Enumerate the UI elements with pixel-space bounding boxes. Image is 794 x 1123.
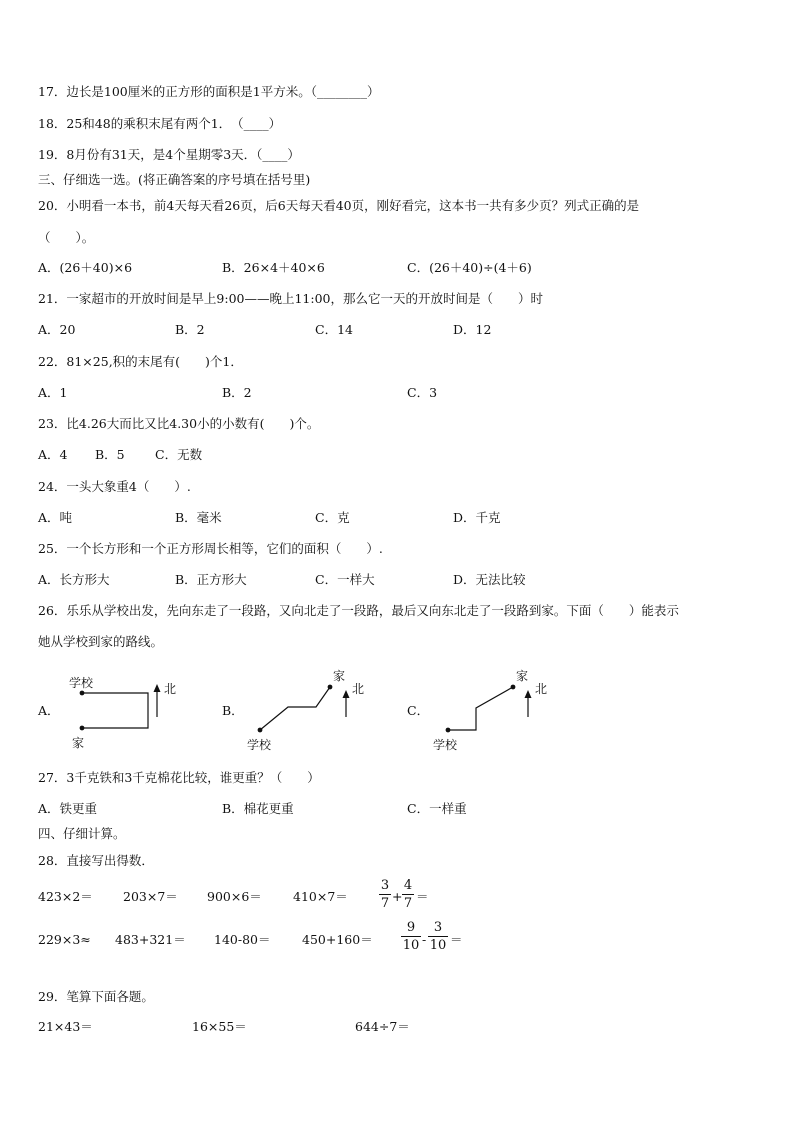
question-27-stem: 27．3千克铁和3千克棉花比较，谁更重？（ ） <box>38 770 320 785</box>
diagram-b-school-label: 学校 <box>247 738 272 752</box>
question-22-stem: 22．81×25,积的末尾有( )个1． <box>38 354 243 369</box>
question-26-option-a: A． <box>38 703 60 718</box>
diagram-c-school-label: 学校 <box>433 738 458 752</box>
question-23-option-b: B．5 <box>95 447 125 462</box>
calc-item: 203×7＝ <box>123 889 178 904</box>
equals-sign: ＝ <box>450 932 463 947</box>
question-19: 19．8月份有31天，是4个星期零3天．（____） <box>38 147 300 162</box>
calc-item: 16×55＝ <box>192 1019 247 1034</box>
question-25-option-a: A．长方形大 <box>38 572 110 587</box>
question-21-option-c: C．14 <box>315 322 353 337</box>
question-22-option-a: A．1 <box>38 385 68 400</box>
diagram-b-home-label: 家 <box>333 669 346 683</box>
calc-item: 644÷7＝ <box>355 1019 410 1034</box>
fraction-4-7: 4 7 <box>403 878 413 911</box>
question-27-option-c: C．一样重 <box>407 801 467 816</box>
question-25-option-b: B．正方形大 <box>175 572 247 587</box>
question-26-stem: 26．乐乐从学校出发，先向东走了一段路，又向北走了一段路，最后又向东北走了一段路到家。下面（ ）能表示 <box>38 603 679 618</box>
question-18: 18．25和48的乘积末尾有两个1． （____） <box>38 116 282 131</box>
section-3-heading: 三、仔细选一选。(将正确答案的序号填在括号里) <box>38 172 311 187</box>
question-27-option-a: A．铁更重 <box>38 801 98 816</box>
question-26-option-c: C． <box>407 703 430 718</box>
diagram-a-school-label: 学校 <box>69 676 94 690</box>
question-25-option-c: C．一样大 <box>315 572 375 587</box>
question-22-option-c: C．3 <box>407 385 438 400</box>
calc-item: 423×2＝ <box>38 889 93 904</box>
question-27-option-b: B．棉花更重 <box>222 801 294 816</box>
diagram-a-home-label: 家 <box>72 736 85 750</box>
question-20-option-b: B．26×4＋40×6 <box>222 260 325 275</box>
question-24-option-a: A．吨 <box>38 510 73 525</box>
question-21-stem: 21．一家超市的开放时间是早上9:00——晚上11:00，那么它一天的开放时间是（ ）时 <box>38 291 544 306</box>
plus-sign: + <box>392 889 403 904</box>
diagram-a-north-label: 北 <box>164 682 177 696</box>
fraction-3-7: 3 7 <box>380 878 390 911</box>
question-20-stem: 20．小明看一本书，前4天每天看26页，后6天每天看40页，刚好看完，这本书一共有多少页？列式正确的是 <box>38 198 640 213</box>
question-21-option-b: B．2 <box>175 322 205 337</box>
question-24-option-d: D．千克 <box>453 510 501 525</box>
question-21-option-a: A．20 <box>38 322 76 337</box>
calc-item: 450+160＝ <box>302 932 373 947</box>
minus-sign: - <box>422 932 427 947</box>
fraction-9-10: 9 10 <box>402 920 420 953</box>
question-24-option-c: C．克 <box>315 510 350 525</box>
question-28-stem: 28．直接写出得数． <box>38 853 154 868</box>
question-26-option-b: B． <box>222 703 244 718</box>
calc-item: 900×6＝ <box>207 889 262 904</box>
question-26-stem-cont: 她从学校到家的路线。 <box>38 634 164 649</box>
question-20-option-c: C．(26＋40)÷(4＋6) <box>407 260 532 275</box>
calc-item: 140-80＝ <box>214 932 271 947</box>
question-24-option-b: B．毫米 <box>175 510 222 525</box>
calc-item: 21×43＝ <box>38 1019 93 1034</box>
equals-sign: ＝ <box>416 889 429 904</box>
question-17: 17．边长是100厘米的正方形的面积是1平方米。（________） <box>38 84 380 99</box>
question-29-stem: 29．笔算下面各题。 <box>38 989 154 1004</box>
question-23-option-a: A．4 <box>38 447 68 462</box>
diagram-c-home-label: 家 <box>516 669 529 683</box>
section-4-heading: 四、仔细计算。 <box>38 826 126 841</box>
diagram-b-north-label: 北 <box>352 682 365 696</box>
question-24-stem: 24．一头大象重4（ ）. <box>38 479 191 494</box>
calc-item: 229×3≈ <box>38 932 91 947</box>
diagram-c-north-label: 北 <box>535 682 548 696</box>
question-21-option-d: D．12 <box>453 322 492 337</box>
question-25-option-d: D．无法比较 <box>453 572 526 587</box>
question-23-option-c: C．无数 <box>155 447 203 462</box>
fraction-3-10: 3 10 <box>429 920 447 953</box>
question-25-stem: 25．一个长方形和一个正方形周长相等，它们的面积（ ）. <box>38 541 383 556</box>
question-23-stem: 23．比4.26大而比又比4.30小的小数有( )个。 <box>38 416 320 431</box>
calc-item: 410×7＝ <box>293 889 348 904</box>
calc-item: 483+321＝ <box>115 932 186 947</box>
question-20-option-a: A．(26＋40)×6 <box>38 260 133 275</box>
question-20-stem-cont: （ ）。 <box>38 230 95 245</box>
question-22-option-b: B．2 <box>222 385 252 400</box>
